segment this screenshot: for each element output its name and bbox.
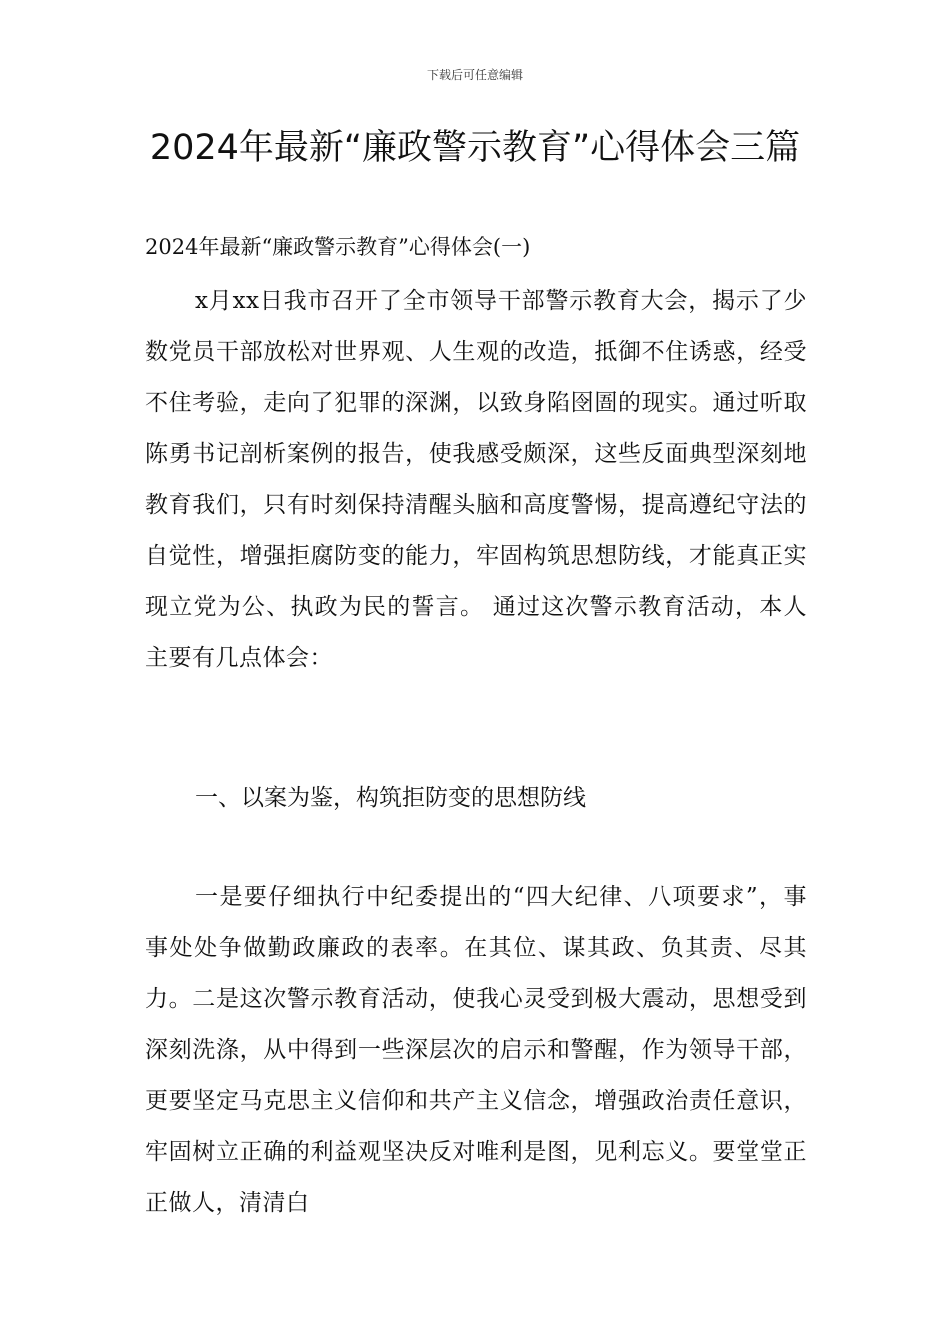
section-paragraph: 一是要仔细执行中纪委提出的“四大纪律、八项要求”，事事处处争做勤政廉政的表率。在其位、谋其政、负其责、尽其力。二是这次警示教育活动，使我心灵受到极大震动，思想受到深刻洗涤，从中得到一些深层次的启示和警醒，作为领导干部，更要坚定马克思主义信仰和共产主义信念，增强政治责任意识，牢固树立正确的利益观坚决反对唯利是图，见利忘义。要堂堂正正做人，清清白 [145,884,807,1216]
intro-paragraph: x月xx日我市召开了全市领导干部警示教育大会，揭示了少数党员干部放松对世界观、人生观的改造，抵御不住诱惑，经受不住考验，走向了犯罪的深渊，以致身陷囹圄的现实。通过听取陈勇书记剖析案例的报告，使我感受颇深，这些反面典型深刻地教育我们，只有时刻保持清醒头脑和高度警惕，提高遵纪守法的自觉性，增强拒腐防变的能力，牢固构筑思想防线，才能真正实现立党为公、执政为民的誓言。 通过这次警示教育活动，本人主要有几点体会： [145,288,807,671]
header-note: 下载后可任意编辑 [426,68,523,82]
document-title: 2024年最新“廉政警示教育”心得体会三篇 [149,128,801,168]
document-subtitle: 2024年最新“廉政警示教育”心得体会(一) [145,235,531,259]
section-heading: 一、以案为鉴，构筑拒防变的思想防线 [195,785,586,811]
